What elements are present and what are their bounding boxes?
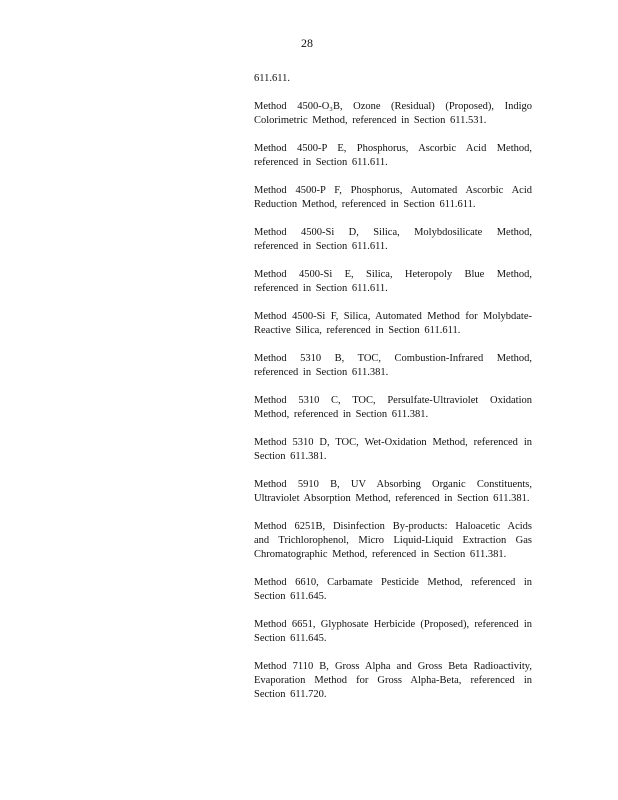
method-reference-entry: Method 5910 B, UV Absorbing Organic Constituents, Ultraviolet Absorption Method, referenced in Section 611.381. (254, 479, 532, 504)
method-reference-entry: Method 5310 C, TOC, Persulfate-Ultraviolet Oxidation Method, referenced in Section 611.381. (254, 395, 532, 420)
method-reference-entry: Method 6251B, Disinfection By-products: Haloacetic Acids and Trichlorophenol, Micro Liquid-Liquid Extraction Gas Chromatographic Method, referenced in Section 611.381. (254, 521, 532, 560)
document-body (254, 72, 532, 716)
method-reference-entry: Method 4500-Si E, Silica, Heteropoly Blue Method, referenced in Section 611.611. (254, 269, 532, 294)
continued-text: 611.611. (254, 73, 290, 84)
method-reference-entry: Method 4500-Si D, Silica, Molybdosilicate Method, referenced in Section 611.611. (254, 227, 532, 252)
method-reference-entry: Method 4500-P E, Phosphorus, Ascorbic Acid Method, referenced in Section 611.611. (254, 143, 532, 168)
method-reference-entry: Method 4500-P F, Phosphorus, Automated Ascorbic Acid Reduction Method, referenced in Section 611.611. (254, 185, 532, 210)
method-reference-entry: Method 7110 B, Gross Alpha and Gross Beta Radioactivity, Evaporation Method for Gross Alpha-Beta, referenced in Section 611.720. (254, 661, 532, 700)
method-reference-entry: Method 4500-Si F, Silica, Automated Method for Molybdate-Reactive Silica, referenced in Section 611.611. (254, 311, 532, 336)
method-reference-entry: Method 6610, Carbamate Pesticide Method, referenced in Section 611.645. (254, 577, 532, 602)
method-reference-entry: Method 5310 D, TOC, Wet-Oxidation Method, referenced in Section 611.381. (254, 437, 532, 462)
page-number: 28 (301, 36, 313, 50)
method-reference-entry: Method 4500-O₃B, Ozone (Residual) (Proposed), Indigo Colorimetric Method, referenced in Section 611.531. (254, 101, 532, 126)
method-reference-entry: Method 5310 B, TOC, Combustion-Infrared Method, referenced in Section 611.381. (254, 353, 532, 378)
method-reference-entry: Method 6651, Glyphosate Herbicide (Proposed), referenced in Section 611.645. (254, 619, 532, 644)
method-reference-list (254, 100, 532, 702)
